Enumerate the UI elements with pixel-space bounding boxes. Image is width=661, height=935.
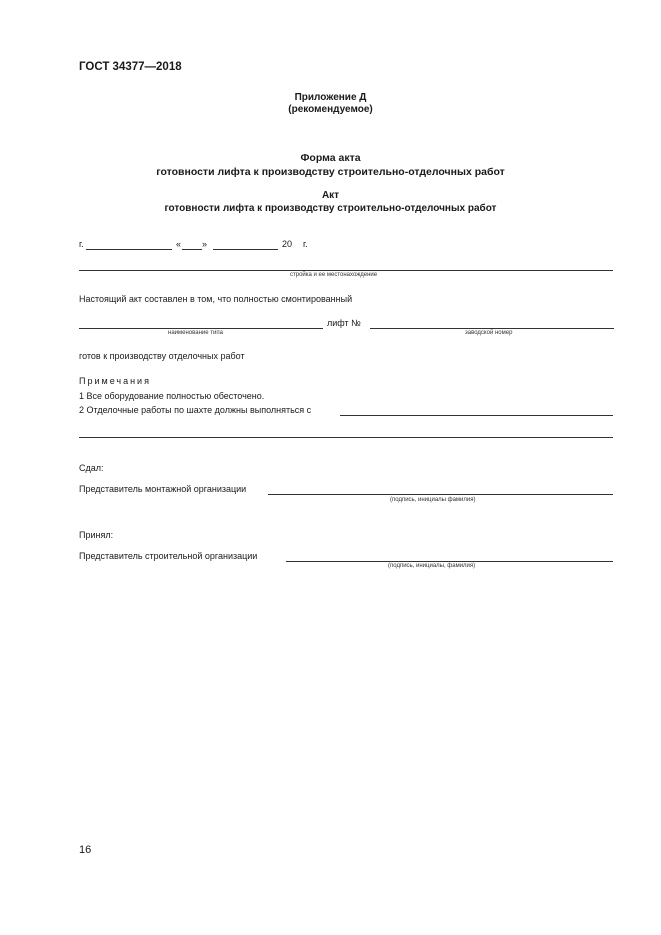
site-caption: стройка и ее местонахождение (290, 272, 378, 278)
lift-serial-field[interactable] (370, 328, 614, 329)
statement-text: Настоящий акт составлен в том, что полностью смонтированный (79, 294, 353, 304)
site-field[interactable] (79, 270, 613, 271)
lift-serial-caption: заводской номер (465, 330, 513, 336)
notes-heading: Примечания (79, 376, 151, 386)
page-number: 16 (79, 844, 92, 856)
standard-code: ГОСТ 34377—2018 (79, 61, 182, 73)
appendix-title: Приложение Д (294, 92, 367, 103)
city-prefix: г. (79, 239, 84, 249)
handed-representative: Представитель монтажной организации (79, 484, 247, 494)
form-subtitle: готовности лифта к производству строительно-отделочных работ (156, 166, 505, 178)
year-prefix: 20 (282, 239, 293, 249)
ready-text: готов к производству отделочных работ (79, 351, 245, 361)
form-title: Форма акта (300, 152, 361, 164)
note-item-2-field[interactable] (340, 415, 613, 416)
act-subtitle: готовности лифта к производству строительно-отделочных работ (164, 203, 497, 214)
accepted-representative: Представитель строительной организации (79, 551, 258, 561)
handed-caption: (подпись, инициалы фамилия) (390, 497, 476, 503)
lift-type-caption: наименование типа (168, 330, 223, 336)
city-field[interactable] (86, 249, 172, 250)
lift-type-field[interactable] (79, 328, 323, 329)
handed-label: Сдал: (79, 463, 104, 473)
quote-open: « (176, 239, 182, 249)
year-suffix: г. (303, 239, 308, 249)
handed-signature-field[interactable] (268, 494, 613, 495)
lift-label: лифт № (327, 318, 361, 328)
accepted-label: Принял: (79, 530, 114, 540)
note-continuation-field[interactable] (79, 437, 613, 438)
appendix-subtitle: (рекомендуемое) (288, 104, 373, 115)
note-item-1: 1 Все оборудование полностью обесточено. (79, 391, 265, 401)
month-field[interactable] (213, 249, 278, 250)
accepted-caption: (подпись, инициалы, фамилия) (388, 563, 476, 569)
day-field[interactable] (182, 249, 202, 250)
quote-close: » (202, 239, 208, 249)
accepted-signature-field[interactable] (286, 561, 613, 562)
note-item-2: 2 Отделочные работы по шахте должны выполняться с (79, 405, 312, 415)
act-title: Акт (321, 190, 340, 201)
